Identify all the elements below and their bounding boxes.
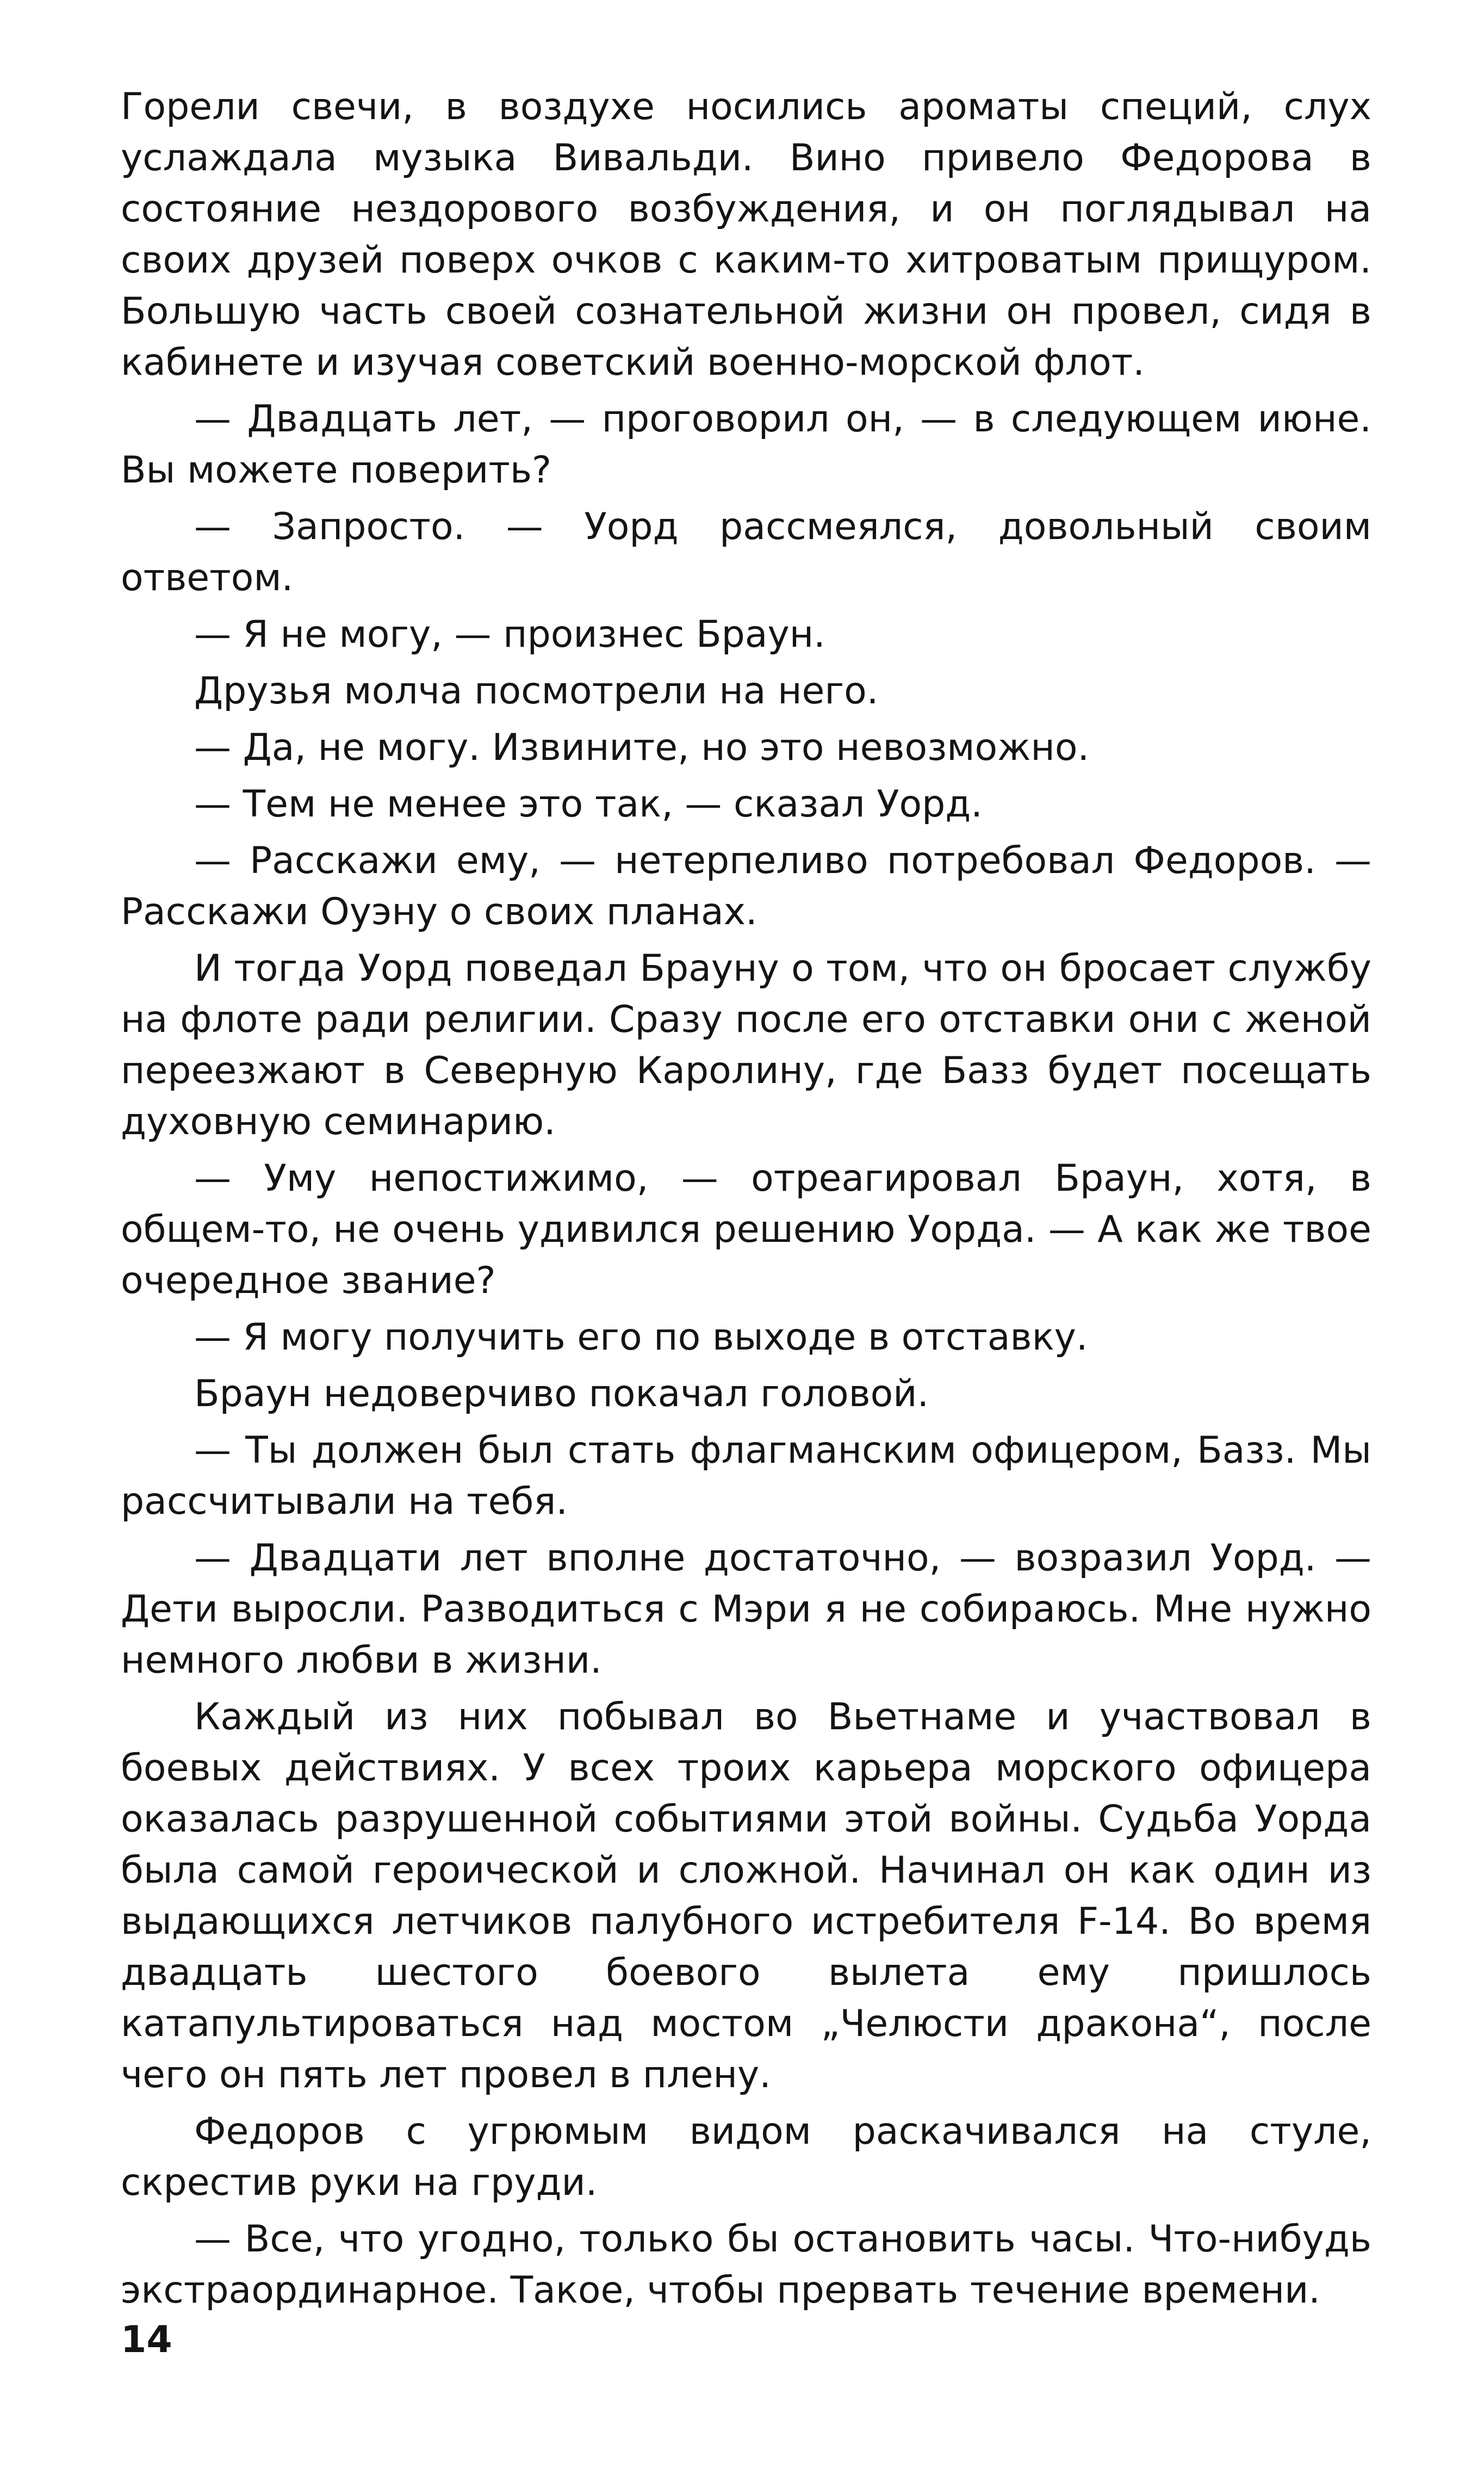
paragraph: Горели свечи, в воздухе носились ароматы специй, слух услаждала музыка Вивальди. Вино привело Федорова в состояние нездорового возбуждения, и он поглядывал на своих друзей поверх очков с каким-то хитроватым прищуром. Большую часть своей сознательной жизни он провел, сидя в кабинете и изучая советский военно-морской флот. [121,85,1371,384]
paragraph: Друзья молча посмотрели на него. [194,670,879,713]
paragraph: И тогда Уорд поведал Брауну о том, что он бросает службу на флоте ради религии. Сразу после его отставки они с женой переезжают в Северную Каролину, где Базз будет посещать духовную семинарию. [121,947,1371,1143]
paragraph: — Расскажи ему, — нетерпеливо потребовал Федоров. — Расскажи Оуэну о своих планах. [121,839,1371,933]
paragraph: — Ты должен был стать флагманским офицером, Базз. Мы рассчитывали на тебя. [121,1429,1371,1523]
paragraph: — Да, не могу. Извините, но это невозможно. [194,726,1090,769]
paragraph: — Тем не менее это так, — сказал Уорд. [194,783,983,826]
paragraph: — Двадцать лет, — проговорил он, — в следующем июне. Вы можете поверить? [121,398,1371,492]
page-number: 14 [121,2318,172,2361]
paragraph: — Все, что угодно, только бы остановить часы. Что-нибудь экстраординарное. Такое, чтобы прервать течение времени. [121,2218,1371,2312]
page-body [121,82,1371,2475]
paragraph: — Запросто. — Уорд рассмеялся, довольный своим ответом. [121,505,1371,599]
paragraph: Федоров с угрюмым видом раскачивался на стуле, скрестив руки на груди. [121,2110,1371,2204]
paragraph: — Уму непостижимо, — отреагировал Браун, хотя, в общем-то, не очень удивился решению Уорда. — А как же твое очередное звание? [121,1157,1371,1302]
paragraph: — Я могу получить его по выходе в отставку. [194,1316,1088,1359]
paragraph: — Двадцати лет вполне достаточно, — возразил Уорд. — Дети выросли. Разводиться с Мэри я не собираюсь. Мне нужно немного любви в жизни. [121,1537,1371,1682]
paragraph: Каждый из них побывал во Вьетнаме и участвовал в боевых действиях. У всех троих карьера морского офицера оказалась разрушенной событиями этой войны. Судьба Уорда была самой героической и сложной. Начинал он как один из выдающихся летчиков палубного истребителя F-14. Во время двадцать шестого боевого вылета ему пришлось катапультироваться над мостом „Челюсти дракона“, после чего он пять лет провел в плену. [121,1696,1371,2096]
paragraph: — Я не могу, — произнес Браун. [194,613,825,656]
paragraph: Браун недоверчиво покачал головой. [194,1372,929,1415]
